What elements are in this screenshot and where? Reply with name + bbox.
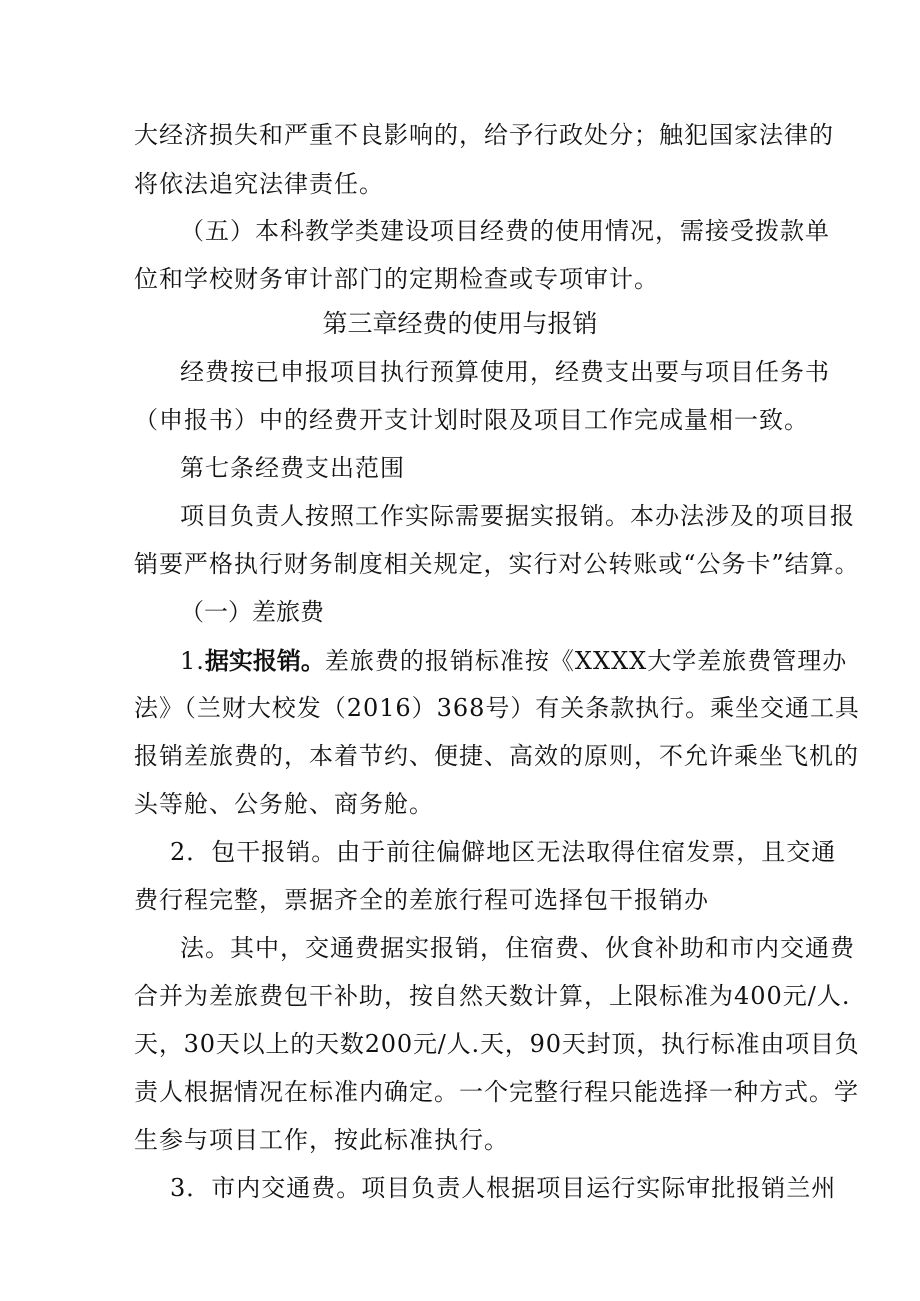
item-1-line: 头等舱、公务舱、商务舱。 [134, 790, 434, 818]
item-1-line: 法》（兰财大校发（2016）368号）有关条款执行。乘坐交通工具 [134, 694, 860, 722]
item-1-title: 据实报销。 [204, 647, 325, 675]
item-2-line: 费行程完整，票据齐全的差旅行程可选择包干报销办 [134, 886, 709, 914]
section-heading: （一）差旅费 [180, 598, 324, 626]
article-body-line: 销要严格执行财务制度相关规定，实行对公转账或“公务卡”结算。 [134, 550, 860, 578]
item-2-line: 2．包干报销。由于前往偏僻地区无法取得住宿发票，且交通 [170, 838, 837, 866]
paragraph-line: 将依法追究法律责任。 [134, 170, 384, 198]
paragraph-line: 大经济损失和严重不良影响的，给予行政处分；触犯国家法律的 [134, 121, 834, 149]
item-2-line: 责人根据情况在标准内确定。一个完整行程只能选择一种方式。学 [134, 1078, 859, 1106]
item-1-text: 差旅费的报销标准按《XXXX大学差旅费管理办 [324, 647, 848, 675]
chapter-title: 第三章经费的使用与报销 [322, 309, 598, 338]
item-2-line: 法。其中，交通费据实报销，住宿费、伙食补助和市内交通费 [180, 934, 855, 962]
item-1-line [180, 644, 847, 678]
item-2-line: 天，30天以上的天数200元/人.天，90天封顶，执行标准由项目负 [134, 1030, 860, 1058]
item-2-line: 生参与项目工作，按此标准执行。 [134, 1126, 509, 1154]
article-body-line: 项目负责人按照工作实际需要据实报销。本办法涉及的项目报 [180, 502, 855, 530]
chapter-intro-line: （申报书）中的经费开支计划时限及项目工作完成量相一致。 [134, 406, 809, 434]
clause-5-line: 位和学校财务审计部门的定期检查或专项审计。 [134, 265, 659, 293]
item-1-line: 报销差旅费的，本着节约、便捷、高效的原则，不允许乘坐飞机的 [134, 742, 859, 770]
clause-5-line: （五）本科教学类建设项目经费的使用情况，需接受拨款单 [180, 217, 830, 245]
item-1-number: 1. [180, 647, 205, 675]
item-3-line: 3．市内交通费。项目负责人根据项目运行实际审批报销兰州 [170, 1174, 837, 1202]
chapter-intro-line: 经费按已申报项目执行预算使用，经费支出要与项目任务书 [180, 358, 830, 386]
item-2-line: 合并为差旅费包干补助，按自然天数计算，上限标准为400元/人. [134, 982, 851, 1010]
article-title: 第七条经费支出范围 [180, 454, 405, 482]
